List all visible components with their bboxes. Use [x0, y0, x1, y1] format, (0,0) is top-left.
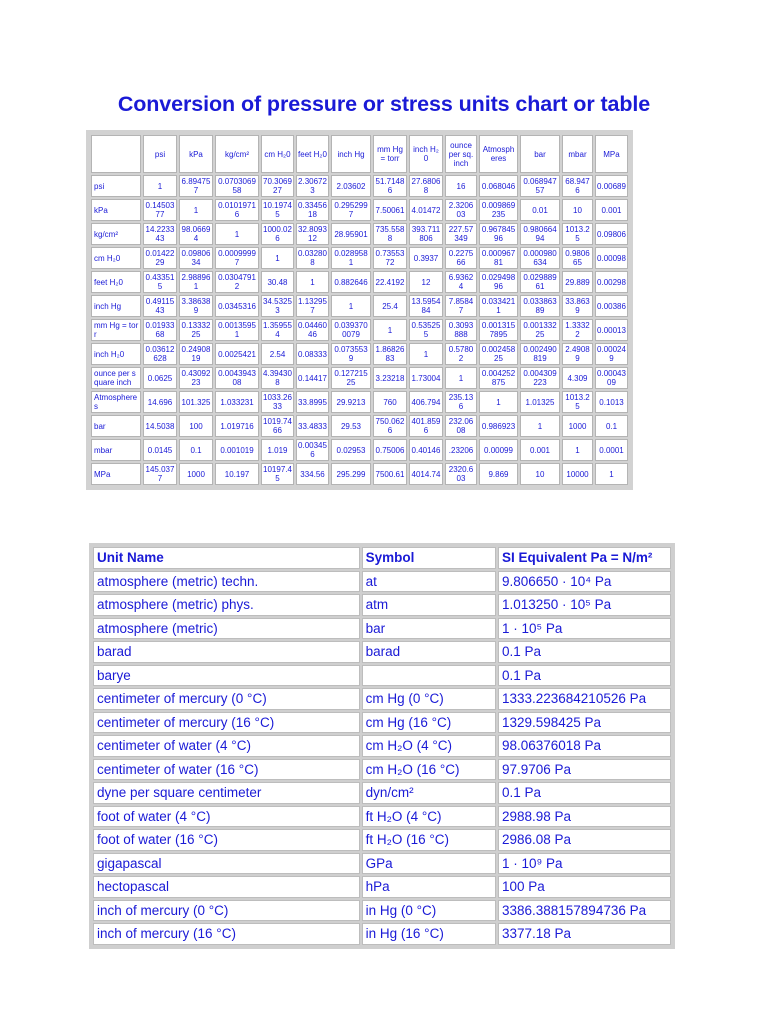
table-cell: 100 — [179, 415, 213, 437]
table-cell: 0.03047912 — [215, 271, 259, 293]
table-cell: 1033.2633 — [261, 391, 294, 413]
list-item — [93, 641, 671, 663]
table-cell: 393.711806 — [409, 223, 443, 245]
row-header: bar — [91, 415, 141, 437]
unit-name: centimeter of mercury (16 °C) — [93, 712, 360, 734]
table-cell: 0.535255 — [409, 319, 443, 341]
table-cell: 0.001 — [595, 199, 628, 221]
column-header: Atmospheres — [479, 135, 518, 173]
si-equivalent: 1 · 10⁹ Pa — [498, 853, 671, 875]
table-row — [91, 295, 628, 317]
list-item — [93, 829, 671, 851]
column-header: ounce per sq. inch — [445, 135, 477, 173]
table-cell: 0.00245825 — [479, 343, 518, 365]
table-cell: 0.00098 — [595, 247, 628, 269]
table-cell: 0.3937 — [409, 247, 443, 269]
table-cell: 22.4192 — [373, 271, 407, 293]
list-item — [93, 782, 671, 804]
si-equivalent: 1.013250 · 10⁵ Pa — [498, 594, 671, 616]
table-cell: 10.197 — [215, 463, 259, 485]
row-header: feet H₂0 — [91, 271, 141, 293]
table-cell: 0.0193368 — [143, 319, 177, 341]
table-cell: 0.000980634 — [520, 247, 560, 269]
table-cell: 0.004252875 — [479, 367, 518, 389]
table-cell: 30.48 — [261, 271, 294, 293]
unit-symbol: cm H₂O (4 °C) — [362, 735, 496, 757]
table-cell: 2.49089 — [562, 343, 593, 365]
unit-symbol: hPa — [362, 876, 496, 898]
table-cell: 1 — [409, 343, 443, 365]
table-cell: 0.02949896 — [479, 271, 518, 293]
table-cell: 29.9213 — [331, 391, 371, 413]
table-row — [91, 223, 628, 245]
unit-symbol: GPa — [362, 853, 496, 875]
table-cell: 0.0625 — [143, 367, 177, 389]
table-cell: 0.06894757 — [520, 175, 560, 197]
symbol-header: Symbol — [362, 547, 496, 569]
unit-symbol: at — [362, 571, 496, 593]
table-row — [91, 319, 628, 341]
unit-name: barad — [93, 641, 360, 663]
table-cell: 0.00096781 — [479, 247, 518, 269]
table-cell: 0.0334211 — [479, 295, 518, 317]
unit-symbol: ft H₂O (16 °C) — [362, 829, 496, 851]
table-cell: 33.8995 — [296, 391, 329, 413]
table-cell: 0.0145 — [143, 439, 177, 461]
table-cell: 0.0980634 — [179, 247, 213, 269]
table-cell: 0.000249 — [595, 343, 628, 365]
column-header: cm H₂0 — [261, 135, 294, 173]
table-cell: 1 — [261, 247, 294, 269]
si-equivalent: 1329.598425 Pa — [498, 712, 671, 734]
table-cell: 0.14417 — [296, 367, 329, 389]
table-row — [91, 175, 628, 197]
table-cell: 0.57802 — [445, 343, 477, 365]
table-cell: 227.57349 — [445, 223, 477, 245]
table-cell: 0.00133225 — [520, 319, 560, 341]
table-cell: 1.33322 — [562, 319, 593, 341]
list-item — [93, 618, 671, 640]
table-cell: 4.309 — [562, 367, 593, 389]
table-cell: 0.001019 — [215, 439, 259, 461]
table-cell: 235.136 — [445, 391, 477, 413]
table-cell: 27.68068 — [409, 175, 443, 197]
table-cell: 0.433515 — [143, 271, 177, 293]
table-cell: 0.0025421 — [215, 343, 259, 365]
table-cell: 0.002490819 — [520, 343, 560, 365]
table-cell: 1 — [595, 463, 628, 485]
table-cell: 0.4911543 — [143, 295, 177, 317]
table-cell: 10000 — [562, 463, 593, 485]
table-cell: 0.00689 — [595, 175, 628, 197]
table-cell: 0.00135951 — [215, 319, 259, 341]
unit-name: atmosphere (metric) techn. — [93, 571, 360, 593]
table-cell: 0.4309223 — [179, 367, 213, 389]
table-cell: 0.009869235 — [479, 199, 518, 221]
unit-name: centimeter of mercury (0 °C) — [93, 688, 360, 710]
table-cell: 0.96784596 — [479, 223, 518, 245]
unit-name: inch of mercury (0 °C) — [93, 900, 360, 922]
column-header: kg/cm² — [215, 135, 259, 173]
table-row — [91, 439, 628, 461]
unit-table — [91, 545, 673, 947]
table-cell: 0.00298 — [595, 271, 628, 293]
table-cell: 0.7355372 — [373, 247, 407, 269]
si-equivalent: 9.806650 · 10⁴ Pa — [498, 571, 671, 593]
unit-symbol: cm Hg (0 °C) — [362, 688, 496, 710]
unit-symbol: in Hg (16 °C) — [362, 923, 496, 945]
table-cell: 1.359554 — [261, 319, 294, 341]
table-cell: 0.09806 — [595, 223, 628, 245]
column-header: feet H₂0 — [296, 135, 329, 173]
table-row — [91, 367, 628, 389]
table-cell: 1000 — [562, 415, 593, 437]
si-equivalent: 0.1 Pa — [498, 641, 671, 663]
table-cell: 232.0608 — [445, 415, 477, 437]
table-cell: 4014.74 — [409, 463, 443, 485]
table-cell: 33.4833 — [296, 415, 329, 437]
unit-name: hectopascal — [93, 876, 360, 898]
table-cell: 0.01 — [520, 199, 560, 221]
table-row — [91, 391, 628, 413]
table-cell: .23206 — [445, 439, 477, 461]
table-cell: 14.5038 — [143, 415, 177, 437]
table-cell: 406.794 — [409, 391, 443, 413]
si-equivalent: 2986.08 Pa — [498, 829, 671, 851]
column-header: mbar — [562, 135, 593, 173]
si-equivalent-header: SI Equivalent Pa = N/m² — [498, 547, 671, 569]
table-cell: 0.3345618 — [296, 199, 329, 221]
table-cell: 1 — [331, 295, 371, 317]
table-cell: 145.0377 — [143, 463, 177, 485]
table-cell: 10.19745 — [261, 199, 294, 221]
unit-name: atmosphere (metric) phys. — [93, 594, 360, 616]
table-cell: 0.980665 — [562, 247, 593, 269]
table-row — [91, 271, 628, 293]
table-cell: 7500.61 — [373, 463, 407, 485]
table-cell: 6.894757 — [179, 175, 213, 197]
table-cell: 750.0626 — [373, 415, 407, 437]
unit-symbol: cm H₂O (16 °C) — [362, 759, 496, 781]
table-cell: 401.8596 — [409, 415, 443, 437]
list-item — [93, 900, 671, 922]
row-header: inch Hg — [91, 295, 141, 317]
unit-symbol: atm — [362, 594, 496, 616]
table-cell: 0.3093888 — [445, 319, 477, 341]
table-cell: 0.40146 — [409, 439, 443, 461]
table-cell: 0.1013 — [595, 391, 628, 413]
table-cell: 0.0345316 — [215, 295, 259, 317]
table-cell: 0.1 — [595, 415, 628, 437]
unit-name: dyne per square centimeter — [93, 782, 360, 804]
table-cell: 0.068046 — [479, 175, 518, 197]
table-cell: 0.0393700079 — [331, 319, 371, 341]
table-cell: 0.0142229 — [143, 247, 177, 269]
list-item — [93, 688, 671, 710]
table-cell: 0.12721525 — [331, 367, 371, 389]
table-cell: 1 — [562, 439, 593, 461]
table-cell: 16 — [445, 175, 477, 197]
table-cell: 33.8639 — [562, 295, 593, 317]
table-cell: 2.03602 — [331, 175, 371, 197]
table-cell: 0.0004309 — [595, 367, 628, 389]
column-header: kPa — [179, 135, 213, 173]
table-cell: 0.986923 — [479, 415, 518, 437]
table-row — [91, 247, 628, 269]
table-cell: 1.019716 — [215, 415, 259, 437]
table-cell: 0.0289581 — [331, 247, 371, 269]
table-cell: 0.070306958 — [215, 175, 259, 197]
table-cell: 2.54 — [261, 343, 294, 365]
table-cell: 7.85847 — [445, 295, 477, 317]
si-equivalent: 2988.98 Pa — [498, 806, 671, 828]
table-cell: 0.0001 — [595, 439, 628, 461]
table-cell: 0.00099 — [479, 439, 518, 461]
conversion-table — [89, 133, 630, 487]
unit-symbol: in Hg (0 °C) — [362, 900, 496, 922]
row-header: MPa — [91, 463, 141, 485]
table-cell: 0.02988961 — [520, 271, 560, 293]
table-cell: 0.98066494 — [520, 223, 560, 245]
table-cell: 0.2952997 — [331, 199, 371, 221]
table-cell: 14.223343 — [143, 223, 177, 245]
si-equivalent: 3377.18 Pa — [498, 923, 671, 945]
table-cell: 0.882646 — [331, 271, 371, 293]
table-cell: 101.325 — [179, 391, 213, 413]
table-cell: 1013.25 — [562, 391, 593, 413]
table-cell: 1.033231 — [215, 391, 259, 413]
table-cell: 2.306723 — [296, 175, 329, 197]
unit-name: foot of water (16 °C) — [93, 829, 360, 851]
table-cell: 1 — [296, 271, 329, 293]
si-equivalent: 3386.388157894736 Pa — [498, 900, 671, 922]
table-cell: 4.394308 — [261, 367, 294, 389]
table-cell: 2.320603 — [445, 199, 477, 221]
table-cell: 25.4 — [373, 295, 407, 317]
table-cell: 0.001 — [520, 439, 560, 461]
unit-name: centimeter of water (16 °C) — [93, 759, 360, 781]
unit-symbol: bar — [362, 618, 496, 640]
table-cell: 3.386389 — [179, 295, 213, 317]
unit-name-header: Unit Name — [93, 547, 360, 569]
table-cell: 1.132957 — [296, 295, 329, 317]
table-cell: 0.03386389 — [520, 295, 560, 317]
table-row — [91, 343, 628, 365]
row-header: inch H₂0 — [91, 343, 141, 365]
row-header: cm H₂0 — [91, 247, 141, 269]
table-cell: 1 — [520, 415, 560, 437]
unit-name: barye — [93, 665, 360, 687]
table-cell: 0.004309223 — [520, 367, 560, 389]
list-item — [93, 571, 671, 593]
si-equivalent: 0.1 Pa — [498, 782, 671, 804]
table-cell: 0.01019716 — [215, 199, 259, 221]
column-header: bar — [520, 135, 560, 173]
list-item — [93, 806, 671, 828]
row-header: psi — [91, 175, 141, 197]
table-cell: 1.019 — [261, 439, 294, 461]
table-cell: 2.988961 — [179, 271, 213, 293]
row-header: mm Hg = torr — [91, 319, 141, 341]
table-cell: 0.0013157895 — [479, 319, 518, 341]
table-cell: 735.5588 — [373, 223, 407, 245]
table-cell: 1 — [215, 223, 259, 245]
table-cell: 0.227566 — [445, 247, 477, 269]
table-row — [91, 199, 628, 221]
table-cell: 34.53253 — [261, 295, 294, 317]
unit-symbol: barad — [362, 641, 496, 663]
table-cell: 295.299 — [331, 463, 371, 485]
row-header: Atmospheres — [91, 391, 141, 413]
si-equivalent: 98.06376018 Pa — [498, 735, 671, 757]
table-cell: 1019.7466 — [261, 415, 294, 437]
column-header: MPa — [595, 135, 628, 173]
page-title: Conversion of pressure or stress units chart or table — [117, 92, 651, 116]
table-cell: 0.0446046 — [296, 319, 329, 341]
unit-symbol: ft H₂O (4 °C) — [362, 806, 496, 828]
si-equivalent: 97.9706 Pa — [498, 759, 671, 781]
table-row — [91, 463, 628, 485]
corner-cell — [91, 135, 141, 173]
table-cell: 28.95901 — [331, 223, 371, 245]
table-cell: 70.306927 — [261, 175, 294, 197]
table-cell: 4.01472 — [409, 199, 443, 221]
table-cell: 0.03612628 — [143, 343, 177, 365]
table-cell: 1000.026 — [261, 223, 294, 245]
table-cell: 1 — [179, 199, 213, 221]
list-item — [93, 759, 671, 781]
list-item — [93, 665, 671, 687]
table-cell: 2320.603 — [445, 463, 477, 485]
table-cell: 0.75006 — [373, 439, 407, 461]
list-item — [93, 853, 671, 875]
si-equivalent: 1 · 10⁵ Pa — [498, 618, 671, 640]
table-cell: 10 — [562, 199, 593, 221]
list-item — [93, 923, 671, 945]
table-cell: 1 — [445, 367, 477, 389]
unit-name: centimeter of water (4 °C) — [93, 735, 360, 757]
table-cell: 334.56 — [296, 463, 329, 485]
table-row — [91, 415, 628, 437]
unit-equivalents — [89, 543, 675, 949]
table-cell: 51.71486 — [373, 175, 407, 197]
table-cell: 68.9476 — [562, 175, 593, 197]
table-cell: 0.004394308 — [215, 367, 259, 389]
table-cell: 32.809312 — [296, 223, 329, 245]
si-equivalent: 0.1 Pa — [498, 665, 671, 687]
row-header: kg/cm² — [91, 223, 141, 245]
table-cell: 1.8682683 — [373, 343, 407, 365]
table-cell: 0.003456 — [296, 439, 329, 461]
unit-symbol: dyn/cm² — [362, 782, 496, 804]
table-cell: 0.00013 — [595, 319, 628, 341]
row-header: kPa — [91, 199, 141, 221]
table-cell: 0.1450377 — [143, 199, 177, 221]
unit-name: atmosphere (metric) — [93, 618, 360, 640]
table-cell: 1 — [373, 319, 407, 341]
column-header: inch H₂0 — [409, 135, 443, 173]
table-cell: 1013.25 — [562, 223, 593, 245]
column-header: psi — [143, 135, 177, 173]
table-cell: 3.23218 — [373, 367, 407, 389]
table-cell: 1.01325 — [520, 391, 560, 413]
table-cell: 0.02953 — [331, 439, 371, 461]
unit-name: foot of water (4 °C) — [93, 806, 360, 828]
unit-name: inch of mercury (16 °C) — [93, 923, 360, 945]
table-cell: 0.00386 — [595, 295, 628, 317]
table-cell: 12 — [409, 271, 443, 293]
table-cell: 7.50061 — [373, 199, 407, 221]
list-item — [93, 594, 671, 616]
si-equivalent: 100 Pa — [498, 876, 671, 898]
table-cell: 0.1 — [179, 439, 213, 461]
table-cell: 13.595484 — [409, 295, 443, 317]
table-cell: 0.032808 — [296, 247, 329, 269]
column-header: inch Hg — [331, 135, 371, 173]
table-cell: 1 — [479, 391, 518, 413]
table-cell: 29.889 — [562, 271, 593, 293]
column-header: mm Hg = torr — [373, 135, 407, 173]
table-cell: 10 — [520, 463, 560, 485]
table-cell: 1.73004 — [409, 367, 443, 389]
row-header: mbar — [91, 439, 141, 461]
table-cell: 760 — [373, 391, 407, 413]
table-cell: 14.696 — [143, 391, 177, 413]
table-cell: 98.06694 — [179, 223, 213, 245]
row-header: ounce per square inch — [91, 367, 141, 389]
table-cell: 1 — [143, 175, 177, 197]
list-item — [93, 712, 671, 734]
list-item — [93, 735, 671, 757]
table-cell: 0.2490819 — [179, 343, 213, 365]
table-cell: 6.93624 — [445, 271, 477, 293]
si-equivalent: 1333.223684210526 Pa — [498, 688, 671, 710]
table-cell: 29.53 — [331, 415, 371, 437]
table-cell: 10197.45 — [261, 463, 294, 485]
table-cell: 0.0735539 — [331, 343, 371, 365]
list-item — [93, 876, 671, 898]
table-cell: 0.00099997 — [215, 247, 259, 269]
table-cell: 9.869 — [479, 463, 518, 485]
unit-symbol: cm Hg (16 °C) — [362, 712, 496, 734]
conversion-chart — [86, 130, 633, 490]
unit-symbol — [362, 665, 496, 687]
unit-name: gigapascal — [93, 853, 360, 875]
table-cell: 0.08333 — [296, 343, 329, 365]
table-cell: 1000 — [179, 463, 213, 485]
table-cell: 0.1333225 — [179, 319, 213, 341]
